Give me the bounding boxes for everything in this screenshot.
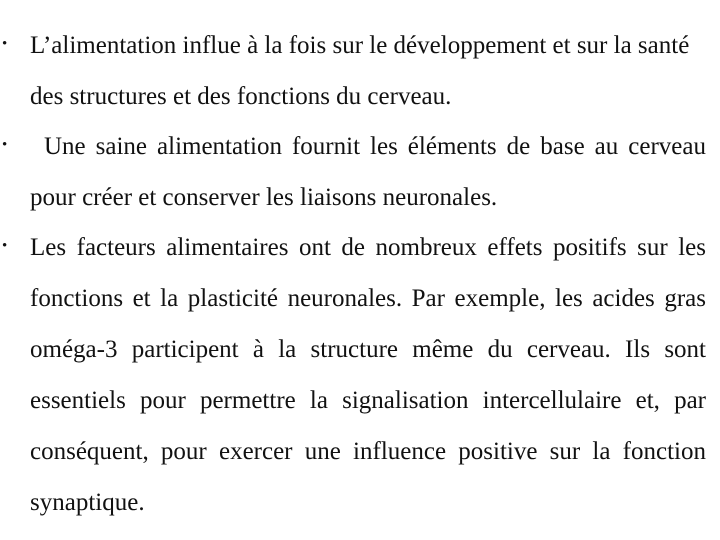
bullet-marker: •	[2, 137, 8, 153]
bullet-text	[30, 121, 706, 223]
bullet-text: Les facteurs alimentaires ont de nombreux effets positifs sur les fonctions et la plasticité neuronales. Par exemple, les acides gras oméga-3 participent à la structure même du cerveau. Ils sont essentiels pour permettre la signalisation intercellulaire et, par conséquent, pour exercer une influence positive sur la fonction synaptique.	[30, 234, 706, 516]
bullet-marker: •	[2, 36, 8, 52]
bullet-text: L’alimentation influe à la fois sur le développement et sur la santé des structures et des fonctions du cerveau.	[30, 32, 690, 110]
bullet-marker: •	[2, 238, 8, 254]
bullet-text-content: Une saine alimentation fournit les éléments de base au cerveau pour créer et conserver les liaisons neuronales.	[30, 133, 706, 211]
